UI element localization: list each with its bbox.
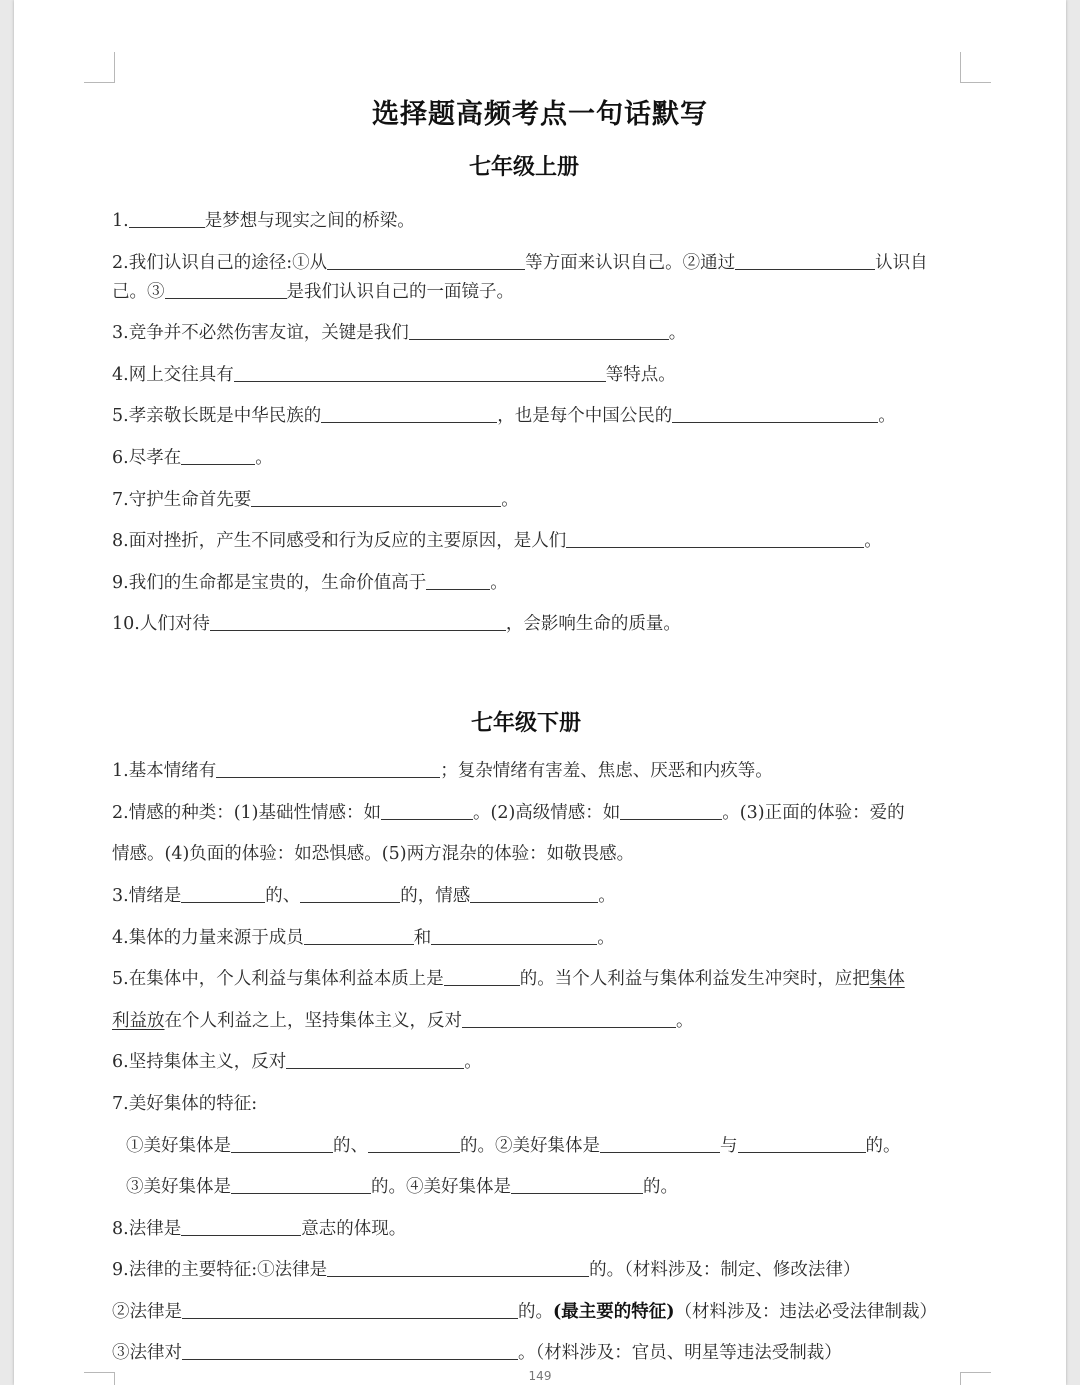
answer-blank[interactable] [181, 884, 265, 903]
section-heading-grade7-upper: 七年级上册 [468, 155, 579, 180]
answer-blank[interactable] [210, 612, 506, 631]
question-upper-7: 7.守护生命首先要 。 [112, 490, 519, 510]
answer-blank[interactable] [181, 1217, 301, 1236]
answer-blank[interactable] [566, 529, 864, 548]
answer-blank[interactable] [234, 363, 606, 382]
answer-blank[interactable] [327, 251, 525, 270]
answer-blank[interactable] [321, 404, 497, 423]
question-upper-8: 8.面对挫折，产生不同感受和行为反应的主要原因，是人们 。 [112, 531, 882, 551]
question-lower-9: 9.法律的主要特征:①法律是 的。（材料涉及：制定、修改法律） [112, 1260, 861, 1280]
answer-blank[interactable] [462, 1009, 676, 1028]
question-upper-4: 4.网上交往具有 等特点。 [112, 365, 676, 385]
question-lower-7-line-a: ①美好集体是 的、 的。②美好集体是 与 的。 [126, 1136, 901, 1156]
question-lower-7: 7.美好集体的特征: [112, 1094, 258, 1114]
page-number: 149 [528, 1369, 552, 1383]
question-lower-1: 1.基本情绪有 ；复杂情绪有害羞、焦虑、厌恶和内疚等。 [112, 761, 773, 781]
question-lower-4: 4.集体的力量来源于成员 和 。 [112, 928, 615, 948]
question-lower-5-cont: 利益放在个人利益之上，坚持集体主义，反对 。 [112, 1011, 694, 1031]
answer-blank[interactable] [181, 446, 255, 465]
answer-blank[interactable] [231, 1175, 371, 1194]
question-lower-2-cont: 情感。(4)负面的体验：如恐惧感。(5)两方混杂的体验：如敬畏感。 [112, 844, 635, 864]
question-lower-9-line-b: ②法律是 的。(最主要的特征)（材料涉及：违法必受法律制裁） [112, 1302, 938, 1322]
question-lower-3: 3.情绪是 的、 的，情感 。 [112, 886, 616, 906]
answer-blank[interactable] [300, 884, 400, 903]
answer-blank[interactable] [129, 209, 205, 228]
question-lower-5: 5.在集体中，个人利益与集体利益本质上是 的。当个人利益与集体利益发生冲突时，应把集体 [112, 969, 905, 989]
question-lower-6: 6.坚持集体主义，反对 。 [112, 1052, 482, 1072]
answer-blank[interactable] [165, 280, 287, 299]
answer-blank[interactable] [426, 571, 490, 590]
answer-blank[interactable] [470, 884, 598, 903]
question-lower-8: 8.法律是 意志的体现。 [112, 1219, 407, 1239]
question-upper-9: 9.我们的生命都是宝贵的，生命价值高于 。 [112, 573, 508, 593]
question-upper-5: 5.孝亲敬长既是中华民族的 ，也是每个中国公民的 。 [112, 406, 896, 426]
question-upper-2-cont: 己。③ 是我们认识自己的一面镜子。 [112, 282, 514, 302]
question-upper-1: 1. 是梦想与现实之间的桥梁。 [112, 211, 415, 231]
question-upper-2: 2.我们认识自己的途径:①从 等方面来认识自己。②通过 认识自 [112, 253, 928, 273]
answer-blank[interactable] [216, 759, 440, 778]
answer-blank[interactable] [620, 801, 722, 820]
answer-blank[interactable] [600, 1134, 720, 1153]
section-heading-grade7-lower: 七年级下册 [470, 711, 581, 736]
answer-blank[interactable] [286, 1050, 464, 1069]
crop-mark-top-right [960, 52, 991, 83]
answer-blank[interactable] [182, 1341, 518, 1360]
question-lower-2: 2.情感的种类：(1)基础性情感：如 。(2)高级情感：如 。(3)正面的体验：爱的 [112, 803, 905, 823]
answer-blank[interactable] [231, 1134, 333, 1153]
question-upper-3: 3.竞争并不必然伤害友谊，关键是我们 。 [112, 323, 687, 343]
answer-blank[interactable] [735, 251, 875, 270]
answer-blank[interactable] [431, 926, 597, 945]
answer-blank[interactable] [444, 967, 520, 986]
answer-blank[interactable] [381, 801, 473, 820]
question-lower-7-line-b: ③美好集体是 的。④美好集体是 的。 [126, 1177, 678, 1197]
answer-blank[interactable] [672, 404, 878, 423]
question-upper-6: 6.尽孝在 。 [112, 448, 273, 468]
document-title: 选择题高频考点一句话默写 [372, 99, 708, 130]
answer-blank[interactable] [327, 1258, 589, 1277]
question-lower-9-line-c: ③法律对 。（材料涉及：官员、明星等违法受制裁） [112, 1343, 842, 1363]
answer-blank[interactable] [738, 1134, 866, 1153]
answer-blank[interactable] [182, 1300, 518, 1319]
answer-blank[interactable] [368, 1134, 460, 1153]
answer-blank[interactable] [511, 1175, 643, 1194]
question-upper-10: 10.人们对待 ，会影响生命的质量。 [112, 614, 681, 634]
document-page [14, 0, 1066, 1385]
answer-blank[interactable] [251, 488, 501, 507]
answer-blank[interactable] [409, 321, 669, 340]
crop-mark-top-left [84, 52, 115, 83]
answer-blank[interactable] [304, 926, 414, 945]
